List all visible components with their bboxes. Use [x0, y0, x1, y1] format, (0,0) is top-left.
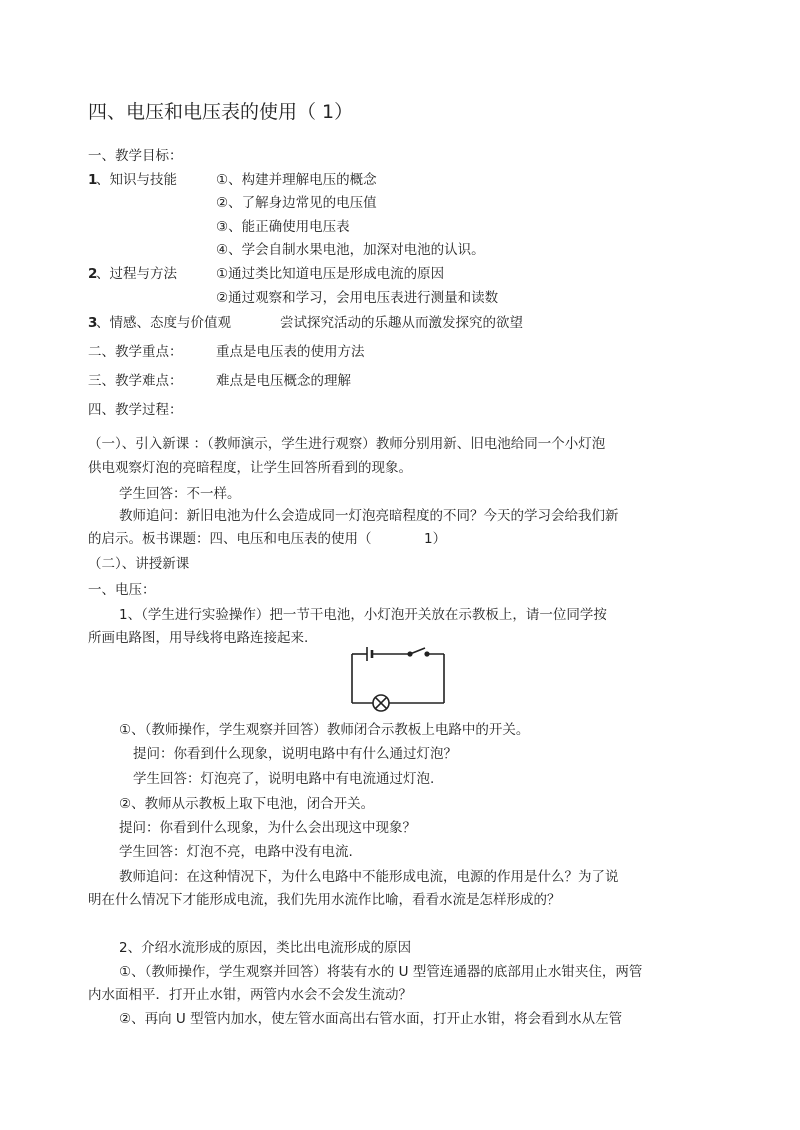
teacher-followup-2-line: 教师追问：在这种情况下，为什么电路中不能形成电流，电源的作用是什么？为了说 [119, 869, 619, 885]
question-1: 提问：你看到什么现象，说明电路中有什么通过灯泡？ [133, 746, 457, 762]
section-objectives-heading: 一、教学目标： [88, 148, 183, 164]
part-2-heading: （二）、讲授新课 [88, 556, 190, 572]
objective-1-item: ③、能正确使用电压表 [216, 219, 350, 235]
objective-3-label: 、情感、态度与价值观 [96, 315, 231, 331]
objective-2-item: ②通过观察和学习，会用电压表进行测量和读数 [216, 290, 499, 306]
objective-3-text: 尝试探究活动的乐趣从而激发探究的欲望 [280, 315, 523, 331]
section-keypoint-label: 二、教学重点： [88, 344, 183, 360]
section-process-heading: 四、教学过程： [88, 402, 183, 418]
teacher-followup-line: 教师追问：新旧电池为什么会造成同一灯泡亮暗程度的不同？今天的学习会给我们新 [119, 508, 619, 524]
step-1-text: ①、（教师操作，学生观察并回答）教师闭合示教板上电路中的开关。 [119, 722, 530, 738]
intro-paragraph-line: 供电观察灯泡的亮暗程度，让学生回答所看到的现象。 [88, 460, 412, 476]
answer-2: 学生回答：灯泡不亮，电路中没有电流. [119, 844, 353, 860]
objective-2-item: ①通过类比知道电压是形成电流的原因 [216, 266, 445, 282]
question-2: 提问：你看到什么现象，为什么会出现这中现象？ [119, 820, 416, 836]
circuit-diagram [348, 644, 448, 718]
lesson-number: 1） [424, 531, 447, 547]
objective-1-number: 1 [88, 172, 98, 188]
student-answer: 学生回答：不一样。 [119, 486, 241, 502]
experiment-paragraph-line: 1、（学生进行实验操作）把一节干电池，小灯泡开关放在示教板上，请一位同学按 [119, 607, 607, 623]
water-step-1-line: 内水面相平．打开止水钳，两管内水会不会发生流动？ [88, 987, 412, 1003]
water-step-1-line: ①、（教师操作，学生观察并回答）将装有水的 U 型管连通器的底部用止水钳夹住，两管 [119, 964, 643, 980]
section-difficulty-label: 三、教学难点： [88, 373, 183, 389]
intro-paragraph-line: （一）、引入新课 ：（教师演示，学生进行观察）教师分别用新、旧电池给同一个小灯泡 [88, 436, 606, 452]
voltage-heading: 一、电压： [88, 582, 156, 598]
section-keypoint-text: 重点是电压表的使用方法 [216, 344, 365, 360]
switch-lever [410, 648, 425, 654]
objective-1-item: ④、学会自制水果电池，加深对电池的认识。 [216, 242, 485, 258]
answer-1: 学生回答：灯泡亮了，说明电路中有电流通过灯泡. [133, 771, 435, 787]
teacher-followup-2-line: 明在什么情况下才能形成电流，我们先用水流作比喻，看看水流是怎样形成的？ [88, 892, 561, 908]
teacher-followup-line: 的启示。板书课题：四、电压和电压表的使用（ [88, 531, 372, 547]
objective-1-label: 、知识与技能 [96, 172, 177, 188]
objective-3-number: 3 [88, 315, 98, 331]
page-title: 四、电压和电压表的使用（ 1） [88, 101, 354, 123]
objective-1-item: ①、构建并理解电压的概念 [216, 172, 377, 188]
water-step-2-line: ②、再向 U 型管内加水，使左管水面高出右管水面，打开止水钳，将会看到水从左管 [119, 1011, 623, 1027]
item-2-heading: 2、介绍水流形成的原因，类比出电流形成的原因 [119, 940, 412, 956]
objective-1-item: ②、了解身边常见的电压值 [216, 195, 377, 211]
step-2-text: ②、教师从示教板上取下电池，闭合开关。 [119, 796, 375, 812]
objective-2-number: 2 [88, 266, 98, 282]
experiment-paragraph-line: 所画电路图，用导线将电路连接起来. [88, 630, 309, 646]
objective-2-label: 、过程与方法 [96, 266, 177, 282]
section-difficulty-text: 难点是电压概念的理解 [216, 373, 351, 389]
